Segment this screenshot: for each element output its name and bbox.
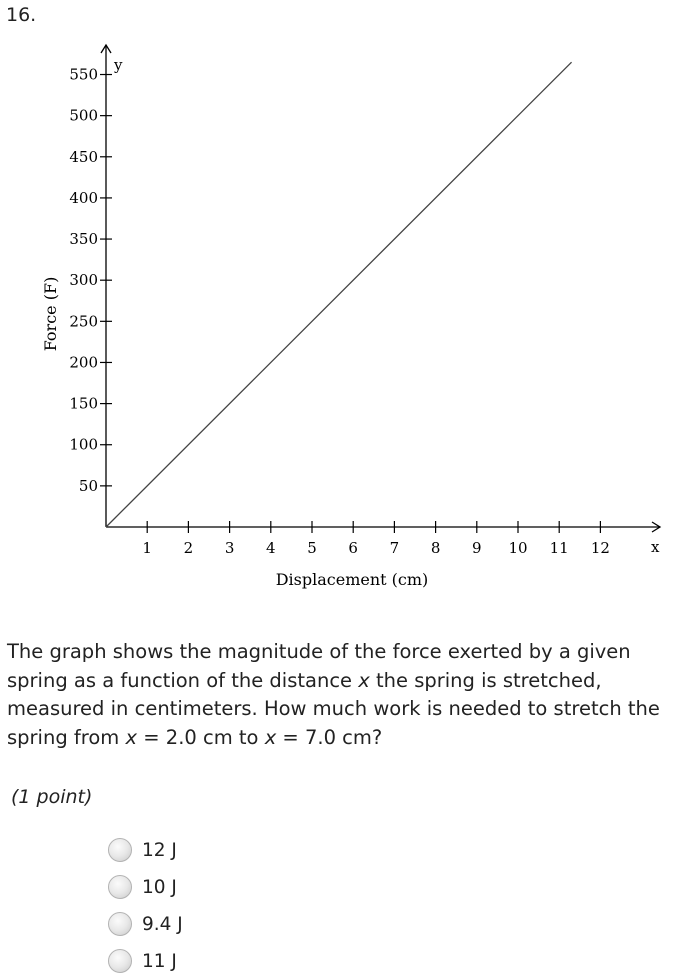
answer-label: 12 J bbox=[142, 839, 177, 861]
x-tick-label: 9 bbox=[472, 539, 482, 557]
x-tick-label: 3 bbox=[224, 539, 235, 557]
x-tick-label: 8 bbox=[430, 539, 441, 557]
answer-option[interactable] bbox=[108, 910, 183, 938]
x-tick-label: 11 bbox=[549, 539, 569, 557]
radio-button[interactable] bbox=[108, 875, 132, 899]
x-axis-label: Displacement (cm) bbox=[275, 570, 429, 589]
x-tick-label: 2 bbox=[183, 539, 194, 557]
radio-button[interactable] bbox=[108, 838, 132, 862]
radio-button[interactable] bbox=[108, 912, 132, 936]
x-tick-label: 10 bbox=[508, 539, 528, 557]
y-tick-label: 150 bbox=[69, 394, 98, 413]
x-tick-label: 4 bbox=[266, 539, 276, 557]
answer-option[interactable] bbox=[108, 873, 177, 901]
x-tick-label: 7 bbox=[389, 539, 400, 557]
force-line bbox=[106, 62, 572, 527]
answer-option[interactable] bbox=[108, 947, 177, 975]
question-part: = 7.0 cm? bbox=[276, 725, 383, 749]
question-part: = 2.0 cm to bbox=[137, 725, 265, 749]
x-tick-label: 6 bbox=[348, 539, 358, 557]
variable-x: x bbox=[358, 668, 370, 692]
radio-button[interactable] bbox=[108, 949, 132, 973]
answer-label: 9.4 J bbox=[142, 913, 183, 935]
points-label: (1 point) bbox=[11, 786, 93, 808]
answer-label: 11 J bbox=[142, 950, 177, 972]
y-tick-label: 450 bbox=[69, 147, 98, 166]
x-tick-label: 12 bbox=[590, 539, 610, 557]
answer-option[interactable] bbox=[108, 836, 177, 864]
y-tick-label: 50 bbox=[78, 476, 98, 495]
y-tick-label: 550 bbox=[69, 65, 98, 84]
y-tick-label: 250 bbox=[69, 312, 98, 331]
x-axis-letter: x bbox=[651, 538, 660, 556]
variable-x: x bbox=[125, 725, 138, 749]
x-tick-label: 1 bbox=[142, 539, 152, 557]
y-tick-label: 200 bbox=[69, 353, 98, 372]
y-tick-label: 100 bbox=[69, 435, 98, 454]
answer-label: 10 J bbox=[142, 876, 177, 898]
y-axis-letter: y bbox=[114, 56, 123, 74]
question-part: the spring is stretched, measured in centimeters. How much work is needed to stretch the spring from bbox=[7, 668, 660, 749]
question-text bbox=[7, 638, 673, 752]
y-tick-label: 350 bbox=[69, 230, 98, 249]
y-tick-label: 500 bbox=[69, 106, 98, 125]
y-tick-label: 300 bbox=[69, 271, 98, 290]
variable-x: x bbox=[264, 725, 277, 749]
x-tick-label: 5 bbox=[307, 539, 317, 557]
y-axis-label: Force (F) bbox=[41, 276, 60, 352]
y-tick-label: 400 bbox=[69, 188, 98, 207]
question-part: The graph shows the magnitude of the force exerted by a given spring as a function of the distance bbox=[7, 640, 631, 692]
question-number: 16. bbox=[6, 4, 37, 26]
